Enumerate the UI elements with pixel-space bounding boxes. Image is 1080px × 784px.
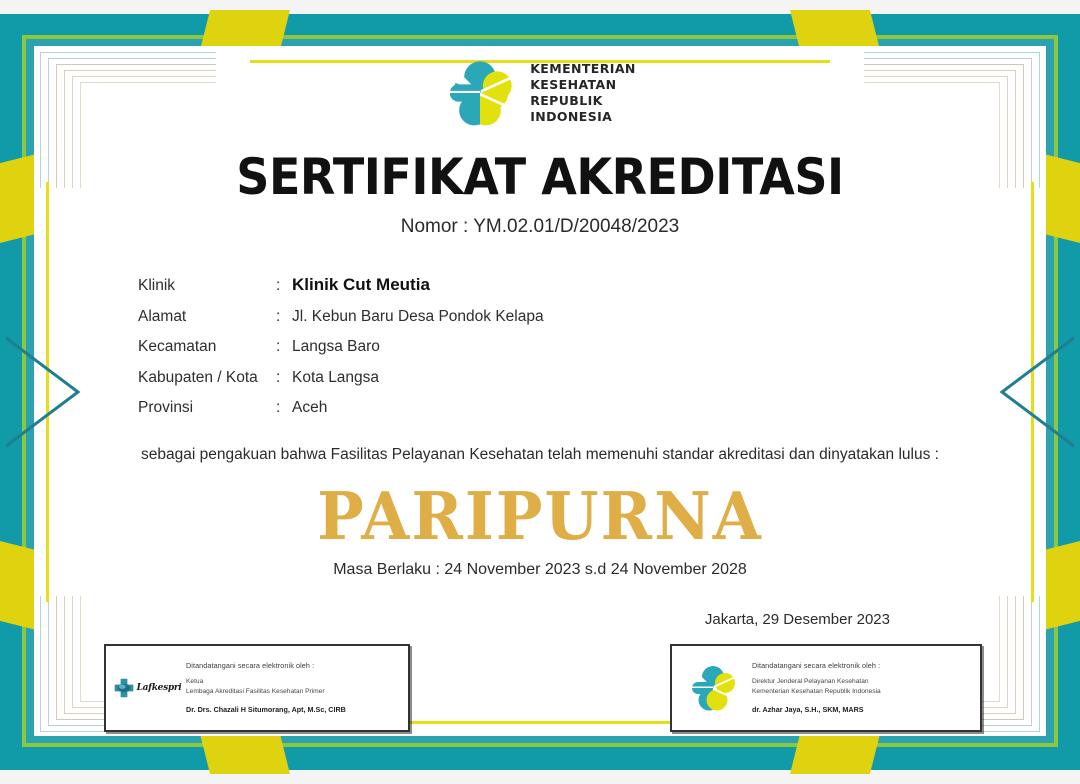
- accreditation-grade: PARIPURNA: [317, 477, 763, 555]
- signer-name: Dr. Drs. Chazali H Situmorang, Apt, M.Sc, CIRB: [186, 704, 346, 714]
- signer-name: dr. Azhar Jaya, S.H., SKM, MARS: [752, 704, 864, 714]
- signature-box-kemenkes: [670, 644, 982, 732]
- detail-row-kecamatan: [138, 339, 1020, 355]
- detail-colon: :: [276, 368, 281, 386]
- detail-label: Klinik: [138, 277, 176, 294]
- lafkespri-logo-icon: [118, 677, 182, 699]
- detail-label: Alamat: [138, 307, 187, 325]
- certificate-title: SERTIFIKAT AKREDITASI: [236, 148, 844, 206]
- esign-note: Ditandatangani secara elektronik oleh :: [752, 661, 881, 671]
- detail-value: Klinik Cut Meutia: [292, 275, 430, 294]
- ministry-line-2: KESEHATAN: [530, 77, 617, 92]
- signer-position: [752, 677, 881, 696]
- signer-position: [186, 677, 346, 696]
- detail-label: Kecamatan: [138, 338, 217, 355]
- detail-row-provinsi: [138, 400, 1020, 416]
- signer-position-line-2: Lembaga Akreditasi Fasilitas Kesehatan Primer: [186, 688, 325, 695]
- certificate-number: Nomor : YM.02.01/D/20048/2023: [400, 216, 680, 237]
- detail-colon: :: [276, 307, 281, 325]
- detail-row-alamat: [138, 309, 1020, 325]
- kemenkes-logo-icon-small: [684, 663, 742, 713]
- signature-row: [60, 644, 1020, 732]
- facility-details: [138, 276, 1020, 416]
- signature-details: [186, 661, 346, 713]
- ministry-name: [530, 61, 636, 125]
- lafkespri-wordmark: Lafkespri: [136, 682, 182, 693]
- signer-position-line-1: Direktur Jenderal Pelayanan Kesehatan: [752, 678, 869, 686]
- signer-position-line-1: Ketua: [186, 678, 204, 686]
- detail-label: Kabupaten / Kota: [138, 368, 258, 386]
- ministry-header: [60, 54, 1020, 132]
- accreditation-statement: sebagai pengakuan bahwa Fasilitas Pelayanan Kesehatan telah memenuhi standar akreditasi dan dinyatakan lulus :: [141, 445, 939, 463]
- detail-row-kabupaten-kota: [138, 370, 1020, 386]
- detail-value: Kota Langsa: [292, 368, 380, 386]
- detail-value: Aceh: [292, 399, 328, 416]
- detail-colon: :: [276, 399, 281, 416]
- validity-period: Masa Berlaku : 24 November 2023 s.d 24 November 2028: [333, 560, 747, 578]
- esign-note: Ditandatangani secara elektronik oleh :: [186, 661, 315, 671]
- certificate-content: [60, 44, 1020, 744]
- detail-row-klinik: [138, 276, 1020, 294]
- detail-value: Jl. Kebun Baru Desa Pondok Kelapa: [292, 307, 544, 325]
- signer-position-line-2: Kementerian Kesehatan Republik Indonesia: [752, 688, 881, 695]
- kemenkes-logo-icon: [444, 57, 516, 129]
- ministry-line-3: REPUBLIK: [530, 93, 603, 108]
- ministry-line-4: INDONESIA: [530, 109, 613, 124]
- signature-box-lafkespri: [104, 644, 410, 732]
- ministry-line-1: KEMENTERIAN: [530, 61, 636, 76]
- detail-label: Provinsi: [138, 399, 194, 416]
- detail-value: Langsa Baro: [292, 338, 380, 355]
- place-and-date: Jakarta, 29 Desember 2023: [704, 610, 890, 628]
- detail-colon: :: [276, 277, 281, 294]
- detail-colon: :: [276, 338, 281, 355]
- signature-details: [752, 661, 881, 713]
